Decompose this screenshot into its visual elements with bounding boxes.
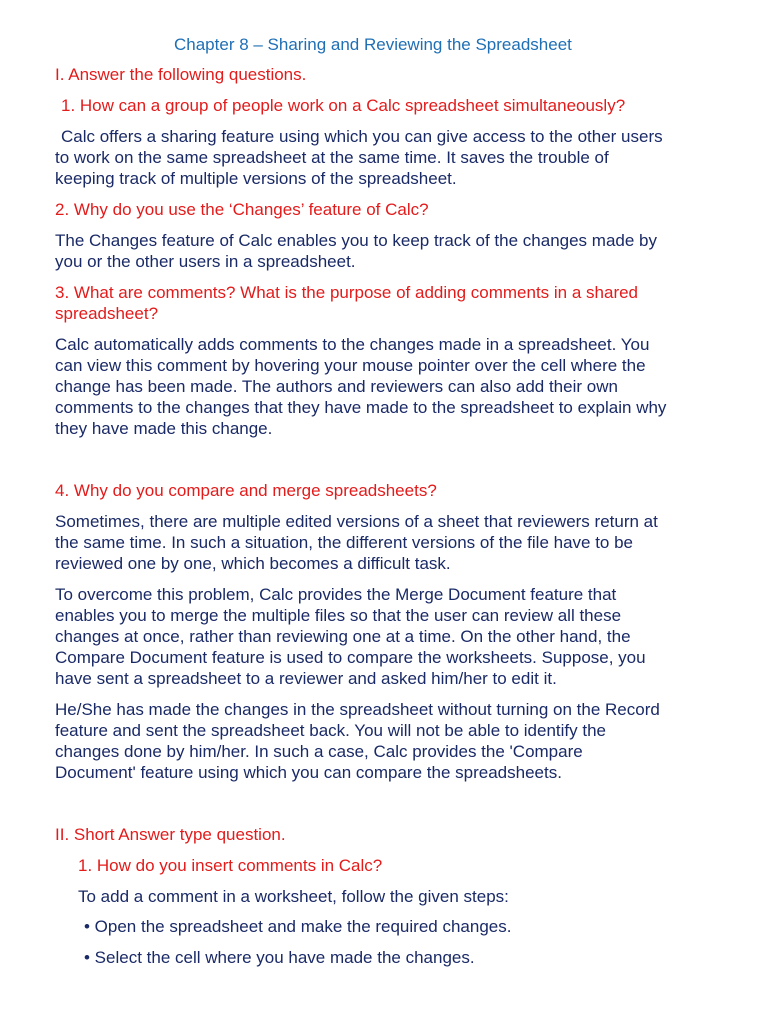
step-item: • Select the cell where you have made the changes. (84, 948, 475, 967)
short-question-1: 1. How do you insert comments in Calc? (78, 856, 383, 875)
question-3: 3. What are comments? What is the purpose of adding comments in a shared spreadsheet? (55, 283, 639, 323)
answer-3: Calc automatically adds comments to the changes made in a spreadsheet. You can view this comment by hovering your mouse pointer over the cell where the change has been made. The authors and reviewers can also add their own comments to the changes that they have made to the spreadsheet to explain why they have made this change. (55, 335, 667, 438)
question-4: 4. Why do you compare and merge spreadsheets? (55, 481, 437, 500)
section-1-heading: I. Answer the following questions. (55, 65, 307, 84)
step-item: • Open the spreadsheet and make the required changes. (84, 917, 512, 936)
answer-2: The Changes feature of Calc enables you to keep track of the changes made by you or the other users in a spreadsheet. (55, 231, 657, 271)
page-title: Chapter 8 – Sharing and Reviewing the Spreadsheet (174, 35, 572, 54)
question-2: 2. Why do you use the ‘Changes’ feature of Calc? (55, 200, 429, 219)
question-1: 1. How can a group of people work on a Calc spreadsheet simultaneously? (61, 96, 626, 115)
answer-1: Calc offers a sharing feature using which you can give access to the other users to work on the same spreadsheet at the same time. It saves the trouble of keeping track of multiple versions of the spreadsheet. (55, 127, 663, 188)
section-2-heading: II. Short Answer type question. (55, 825, 286, 844)
answer-4-paragraph-1: Sometimes, there are multiple edited versions of a sheet that reviewers return at the same time. In such a situation, the different versions of the file have to be reviewed one by one, which becomes a difficult task. (55, 512, 658, 573)
answer-4-paragraph-3: He/She has made the changes in the spreadsheet without turning on the Record feature and sent the spreadsheet back. You will not be able to identify the changes done by him/her. In such a case, Calc provides the 'Compare Document' feature using which you can compare the spreadsheets. (55, 700, 660, 782)
answer-4-paragraph-2: To overcome this problem, Calc provides the Merge Document feature that enables you to merge the multiple files so that the user can review all these changes at once, rather than reviewing one at a time. On the other hand, the Compare Document feature is used to compare the worksheets. Suppose, you have sent a spreadsheet to a reviewer and asked him/her to edit it. (55, 585, 646, 688)
steps-intro: To add a comment in a worksheet, follow the given steps: (78, 887, 509, 906)
